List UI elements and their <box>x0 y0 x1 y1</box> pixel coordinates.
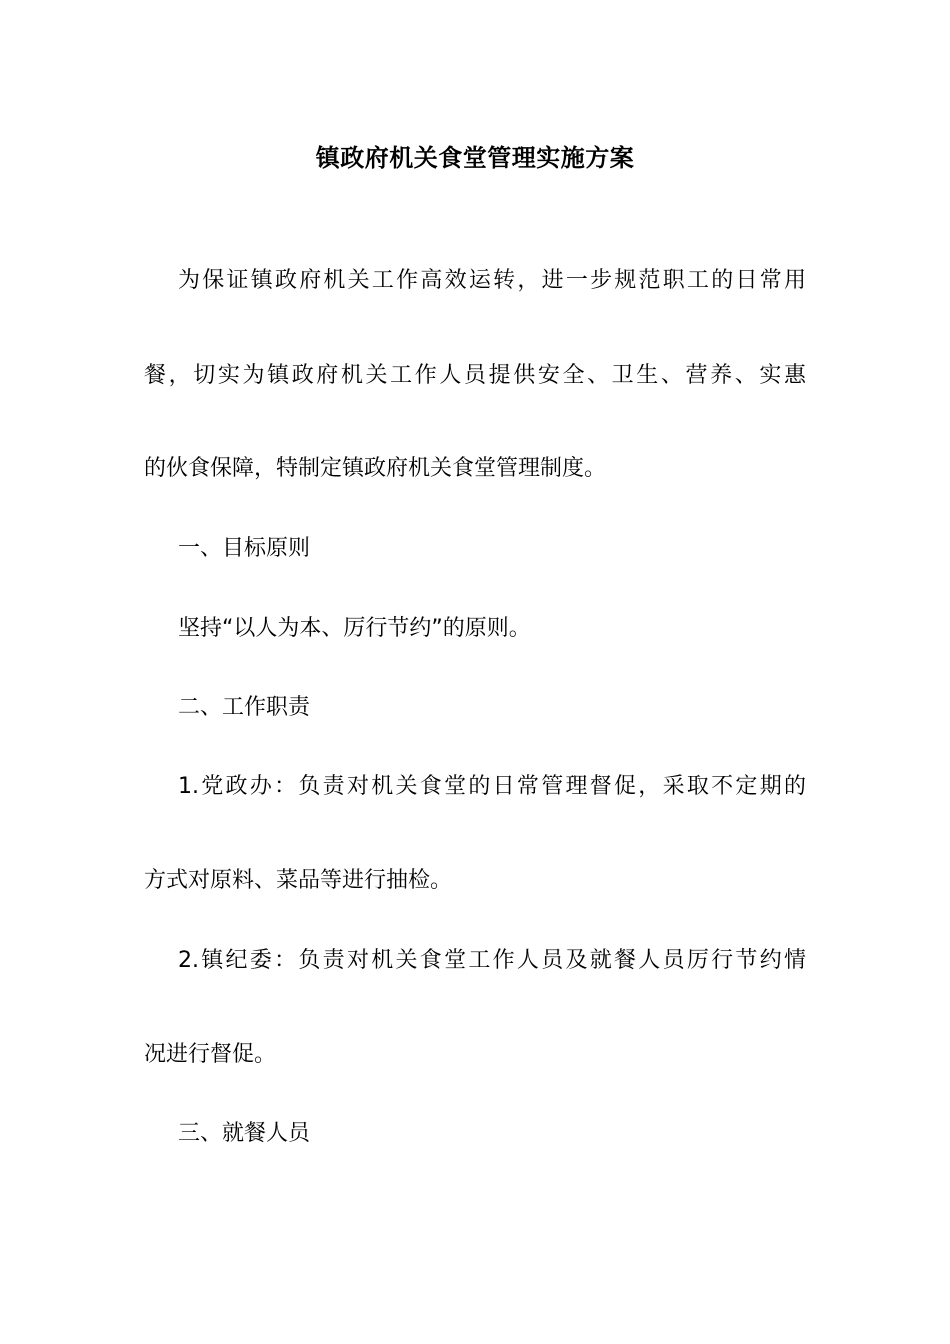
document-title: 镇政府机关食堂管理实施方案 <box>315 143 635 172</box>
paragraph-principle: 坚持“以人为本、厉行节约”的原则。 <box>178 616 531 641</box>
duty-item-2-line-1: 2.镇纪委：负责对机关食堂工作人员及就餐人员厉行节约情 <box>178 948 806 973</box>
duty-item-2-line-2: 况进行督促。 <box>144 1042 277 1067</box>
section-heading-diners: 三、就餐人员 <box>178 1121 311 1146</box>
section-heading-goals: 一、目标原则 <box>178 536 311 561</box>
paragraph-intro-line-3: 的伙食保障，特制定镇政府机关食堂管理制度。 <box>144 456 607 481</box>
paragraph-intro-line-1: 为保证镇政府机关工作高效运转，进一步规范职工的日常用 <box>178 268 806 293</box>
paragraph-intro-line-2: 餐，切实为镇政府机关工作人员提供安全、卫生、营养、实惠 <box>144 363 806 388</box>
duty-item-1-line-1: 1.党政办：负责对机关食堂的日常管理督促，采取不定期的 <box>178 774 806 799</box>
section-heading-duties: 二、工作职责 <box>178 695 311 720</box>
duty-item-1-line-2: 方式对原料、菜品等进行抽检。 <box>144 868 453 893</box>
